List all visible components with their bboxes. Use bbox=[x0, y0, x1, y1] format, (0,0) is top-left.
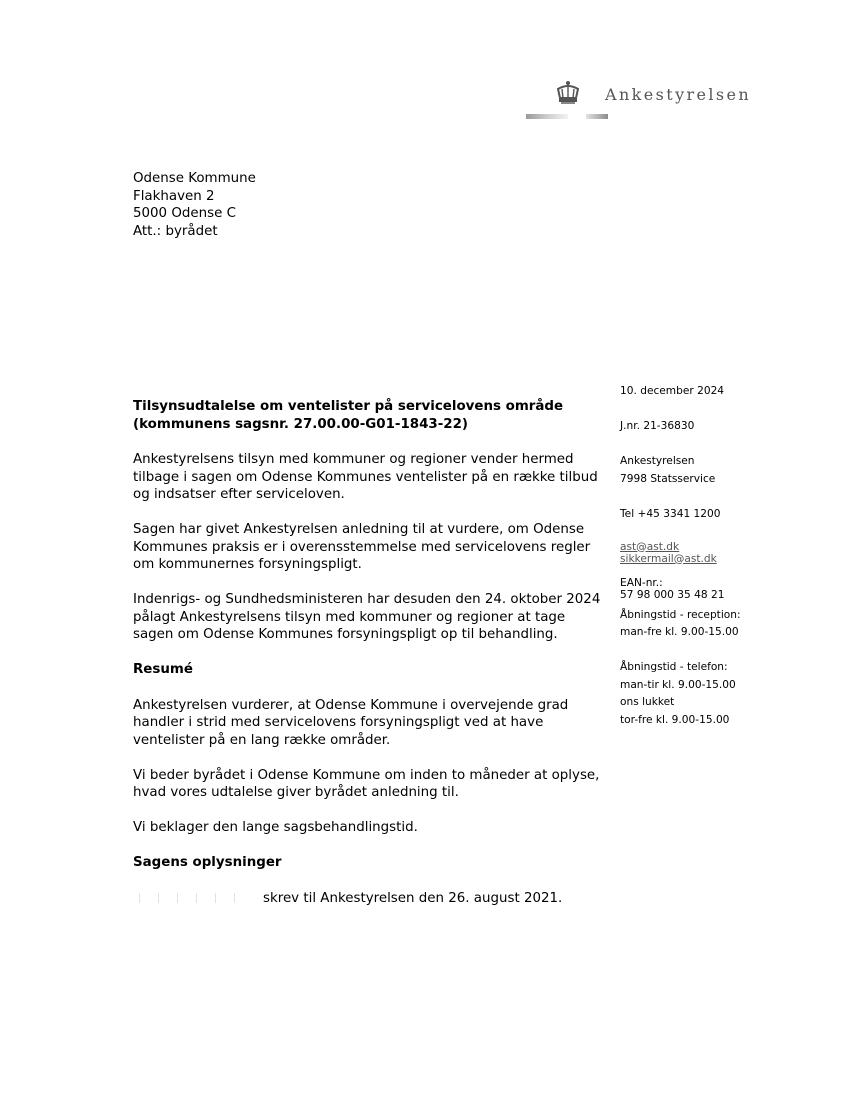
sender-phone: Tel +45 3341 1200 bbox=[620, 507, 721, 520]
sender-org: Ankestyrelsen bbox=[620, 455, 695, 467]
recipient-line: Att.: byrådet bbox=[133, 223, 218, 239]
letter-title-line: (kommunens sagsnr. 27.00.00-G01-1843-22) bbox=[133, 416, 469, 432]
logo-bar-middle bbox=[548, 114, 568, 119]
reception-hours: man-fre kl. 9.00-15.00 bbox=[620, 626, 739, 638]
paragraph: Vi beklager den lange sagsbehandlingstid. bbox=[133, 820, 418, 835]
recipient-address bbox=[133, 170, 256, 240]
section-heading-facts: Sagens oplysninger bbox=[133, 855, 282, 870]
section-heading-resume: Resumé bbox=[133, 662, 193, 677]
paragraph: Ankestyrelsen vurderer, at Odense Kommune i overvejende grad handler i strid med servicelovens forsyningspligt ved at have ventelister på en lang række områder. bbox=[133, 697, 569, 748]
sender-postal: 7998 Statsservice bbox=[620, 472, 716, 485]
letter-title bbox=[133, 398, 603, 433]
letter-body bbox=[133, 398, 603, 907]
ean-label: EAN-nr.: bbox=[620, 576, 663, 589]
paragraph: Vi beder byrådet i Odense Kommune om inden to måneder at oplyse, hvad vores udtalelse giver byrådet anledning til. bbox=[133, 767, 600, 800]
paragraph-text: skrev til Ankestyrelsen den 26. august 2021. bbox=[263, 890, 563, 906]
paragraph: Sagen har givet Ankestyrelsen anledning til at vurdere, om Odense Kommunes praksis er i overensstemmelse med servicelovens regler om kommunernes forsyningspligt. bbox=[133, 522, 591, 572]
paragraph: Ankestyrelsens tilsyn med kommuner og regioner vender hermed tilbage i sagen om Odense Kommunes ventelister på en række tilbud og indsatser efter serviceloven. bbox=[133, 452, 598, 502]
phone-hours-label: Åbningstid - telefon: bbox=[620, 661, 728, 673]
recipient-line: 5000 Odense C bbox=[133, 206, 236, 221]
ankestyrelsen-logo bbox=[526, 80, 776, 122]
secure-email-link[interactable]: sikkermail@ast.dk bbox=[620, 552, 717, 565]
crown-icon bbox=[554, 80, 582, 106]
phone-hours: man-tir kl. 9.00-15.00 bbox=[620, 678, 736, 691]
redacted-name bbox=[133, 893, 251, 903]
journal-number: J.nr. 21-36830 bbox=[620, 420, 695, 432]
letter-title-line: Tilsynsudtalelse om ventelister på servicelovens område bbox=[133, 399, 564, 414]
sender-info bbox=[620, 383, 820, 729]
brand-name: Ankestyrelsen bbox=[605, 85, 752, 104]
email-link[interactable]: ast@ast.dk bbox=[620, 540, 680, 553]
recipient-line: Flakhaven 2 bbox=[133, 188, 215, 204]
phone-hours: tor-fre kl. 9.00-15.00 bbox=[620, 713, 730, 726]
logo-bar-left bbox=[526, 114, 548, 119]
paragraph: Indenrigs- og Sundhedsministeren har desuden den 24. oktober 2024 pålagt Ankestyrelsens tilsyn med kommuner og regioner at tage sagen om Odense Kommunes forsyningspligt op til behandling. bbox=[133, 592, 601, 642]
letter-date: 10. december 2024 bbox=[620, 385, 725, 397]
recipient-line: Odense Kommune bbox=[133, 171, 256, 186]
paragraph-redacted bbox=[133, 890, 603, 908]
phone-hours: ons lukket bbox=[620, 696, 675, 708]
ean-number: 57 98 000 35 48 21 bbox=[620, 588, 725, 601]
reception-hours-label: Åbningstid - reception: bbox=[620, 608, 741, 621]
logo-bar-right bbox=[586, 114, 608, 119]
